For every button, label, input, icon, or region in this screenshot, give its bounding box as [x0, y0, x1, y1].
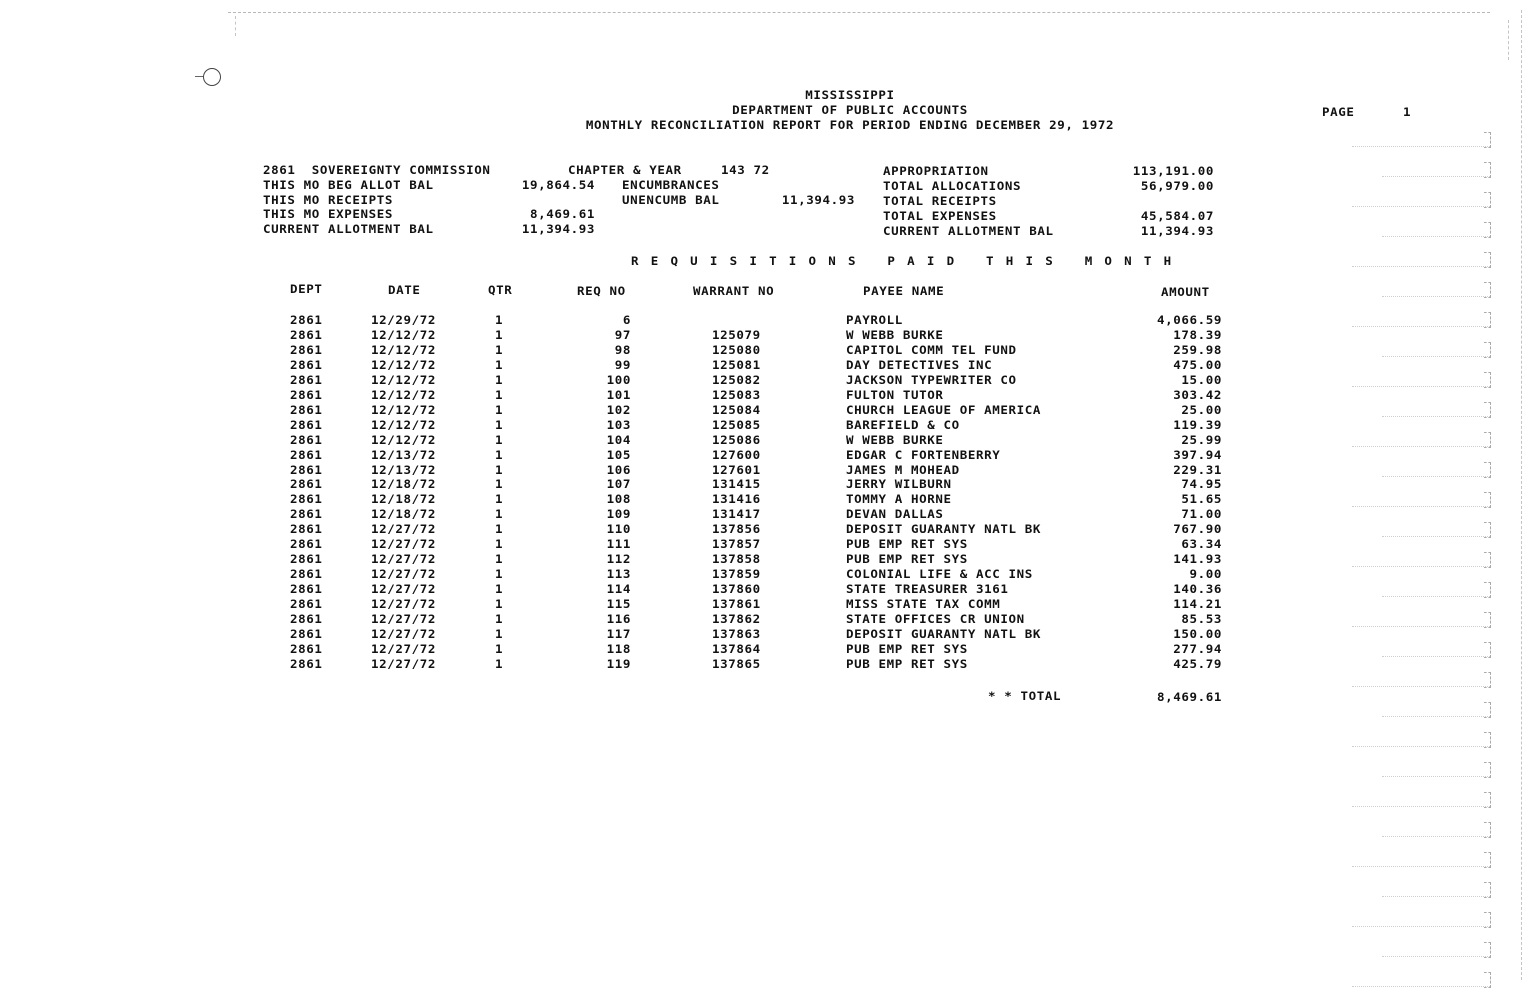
cell-req-no: 111 [606, 536, 631, 551]
cell-payee: PUB EMP RET SYS [846, 551, 968, 566]
cell-amount: 767.90 [1173, 521, 1222, 536]
cell-date: 12/18/72 [371, 506, 437, 521]
margin-dotted-line [1352, 986, 1490, 987]
cell-qtr: 1 [495, 626, 504, 641]
cell-dept: 2861 [290, 536, 323, 551]
cell-amount: 303.42 [1173, 387, 1222, 402]
cell-dept: 2861 [290, 581, 323, 596]
left-margin-mark [235, 16, 236, 36]
expenses-value: 8,469.61 [529, 206, 595, 221]
cell-qtr: 1 [495, 417, 504, 432]
cell-amount: 63.34 [1181, 536, 1222, 551]
cell-payee: JAMES M MOHEAD [846, 461, 960, 477]
margin-dotted-line [1352, 206, 1490, 207]
cell-dept: 2861 [290, 596, 323, 611]
cell-warrant-no: 137858 [712, 551, 761, 566]
margin-dotted-line [1352, 386, 1490, 387]
cell-payee: FULTON TUTOR [846, 387, 944, 402]
col-header-date: DATE [388, 282, 421, 297]
cell-qtr: 1 [495, 312, 504, 327]
cell-date: 12/29/72 [371, 312, 437, 327]
cell-dept: 2861 [290, 312, 323, 327]
cell-amount: 119.39 [1173, 417, 1222, 432]
cell-warrant-no: 137857 [712, 536, 761, 551]
cell-qtr: 1 [495, 461, 504, 477]
cell-req-no: 106 [606, 461, 631, 477]
cell-req-no: 117 [606, 626, 631, 641]
cell-qtr: 1 [495, 476, 504, 492]
cell-date: 12/12/72 [371, 372, 437, 387]
cell-payee: PUB EMP RET SYS [846, 656, 968, 671]
cell-req-no: 116 [606, 611, 631, 626]
margin-dotted-line [1352, 146, 1490, 147]
right-edge-line-2 [1508, 20, 1509, 60]
cell-warrant-no: 125083 [712, 387, 761, 402]
cell-date: 12/27/72 [371, 521, 437, 536]
page-number: 1 [1403, 104, 1412, 119]
cell-qtr: 1 [495, 536, 504, 551]
cell-amount: 259.98 [1173, 342, 1222, 357]
cell-dept: 2861 [290, 521, 323, 536]
margin-dotted-line [1382, 356, 1490, 357]
margin-dotted-line [1352, 866, 1490, 867]
cell-payee: STATE OFFICES CR UNION [846, 611, 1025, 626]
cell-date: 12/27/72 [371, 596, 437, 611]
cell-date: 12/13/72 [371, 461, 437, 477]
cell-req-no: 99 [614, 357, 631, 372]
cell-warrant-no: 137865 [712, 656, 761, 671]
cell-warrant-no: 125085 [712, 417, 761, 432]
cell-qtr: 1 [495, 551, 504, 566]
cell-dept: 2861 [290, 357, 323, 372]
cell-req-no: 101 [606, 387, 631, 402]
cell-payee: STATE TREASURER 3161 [846, 581, 1009, 596]
margin-dotted-line [1382, 896, 1490, 897]
total-label: * * TOTAL [988, 688, 1062, 703]
cell-qtr: 1 [495, 521, 504, 536]
cell-date: 12/27/72 [371, 626, 437, 641]
cell-date: 12/12/72 [371, 417, 437, 432]
cell-qtr: 1 [495, 357, 504, 372]
margin-dotted-line [1382, 416, 1490, 417]
cell-dept: 2861 [290, 566, 323, 581]
cell-req-no: 115 [606, 596, 631, 611]
cell-payee: JERRY WILBURN [846, 476, 952, 492]
total-expenses-value: 45,584.07 [1140, 208, 1214, 223]
punch-hole-icon [203, 68, 221, 86]
margin-dotted-line [1352, 266, 1490, 267]
cell-dept: 2861 [290, 446, 323, 462]
cell-date: 12/27/72 [371, 656, 437, 671]
cell-date: 12/12/72 [371, 357, 437, 372]
cell-amount: 140.36 [1173, 581, 1222, 596]
cell-req-no: 114 [606, 581, 631, 596]
cell-warrant-no: 127600 [712, 446, 761, 462]
cell-amount: 229.31 [1173, 461, 1222, 477]
cell-amount: 425.79 [1173, 656, 1222, 671]
cell-req-no: 104 [606, 431, 631, 447]
total-allocations-value: 56,979.00 [1140, 178, 1214, 193]
cell-qtr: 1 [495, 641, 504, 656]
cell-amount: 71.00 [1181, 506, 1222, 521]
cell-payee: PUB EMP RET SYS [846, 536, 968, 551]
agency-name: 2861 SOVEREIGNTY COMMISSION [263, 162, 491, 177]
cell-dept: 2861 [290, 431, 323, 447]
cell-dept: 2861 [290, 611, 323, 626]
margin-dotted-line [1382, 836, 1490, 837]
margin-dotted-line [1352, 926, 1490, 927]
margin-dotted-line [1352, 746, 1490, 747]
cell-qtr: 1 [495, 581, 504, 596]
cell-qtr: 1 [495, 372, 504, 387]
cell-req-no: 108 [606, 491, 631, 507]
cell-qtr: 1 [495, 611, 504, 626]
cell-date: 12/27/72 [371, 581, 437, 596]
report-title: MONTHLY RECONCILIATION REPORT FOR PERIOD ENDING DECEMBER 29, 1972 [585, 117, 1115, 132]
col-header-payee-name: PAYEE NAME [863, 283, 945, 298]
chapter-label: CHAPTER & YEAR [568, 162, 682, 177]
cell-dept: 2861 [290, 626, 323, 641]
cell-warrant-no: 125081 [712, 357, 761, 372]
margin-dotted-line [1352, 506, 1490, 507]
cell-payee: COLONIAL LIFE & ACC INS [846, 566, 1033, 581]
cell-date: 12/18/72 [371, 491, 437, 507]
cell-payee: W WEBB BURKE [846, 431, 944, 447]
right-current-allot-value: 11,394.93 [1140, 223, 1214, 238]
margin-dotted-line [1352, 806, 1490, 807]
margin-dotted-line [1352, 446, 1490, 447]
cell-dept: 2861 [290, 372, 323, 387]
cell-payee: DEPOSIT GUARANTY NATL BK [846, 521, 1042, 536]
cell-req-no: 107 [606, 476, 631, 492]
cell-qtr: 1 [495, 491, 504, 507]
margin-dotted-line [1382, 236, 1490, 237]
cell-qtr: 1 [495, 566, 504, 581]
cell-payee: CAPITOL COMM TEL FUND [846, 342, 1017, 357]
cell-date: 12/12/72 [371, 327, 437, 342]
cell-warrant-no: 125082 [712, 372, 761, 387]
cell-amount: 475.00 [1173, 357, 1222, 372]
cell-warrant-no: 125079 [712, 327, 761, 342]
cell-dept: 2861 [290, 491, 323, 507]
cell-warrant-no: 125084 [712, 402, 761, 417]
cell-qtr: 1 [495, 387, 504, 402]
cell-dept: 2861 [290, 551, 323, 566]
chapter-value: 143 72 [721, 162, 770, 177]
cell-payee: EDGAR C FORTENBERRY [846, 446, 1001, 462]
margin-dotted-line [1382, 956, 1490, 957]
cell-dept: 2861 [290, 641, 323, 656]
total-value: 8,469.61 [1156, 689, 1222, 704]
cell-req-no: 97 [614, 327, 631, 342]
cell-payee: JACKSON TYPEWRITER CO [846, 372, 1017, 387]
cell-qtr: 1 [495, 506, 504, 521]
cell-dept: 2861 [290, 387, 323, 402]
cell-dept: 2861 [290, 506, 323, 521]
margin-dotted-line [1352, 566, 1490, 567]
unencumb-bal-value: 11,394.93 [781, 192, 855, 207]
cell-qtr: 1 [495, 402, 504, 417]
margin-dotted-line [1352, 326, 1490, 327]
cell-amount: 141.93 [1173, 551, 1222, 566]
cell-date: 12/12/72 [371, 431, 437, 447]
cell-payee: TOMMY A HORNE [846, 491, 952, 507]
cell-warrant-no: 131417 [712, 506, 761, 521]
section-title: REQUISITIONS PAID THIS MONTH [631, 253, 1184, 268]
cell-amount: 25.99 [1181, 431, 1222, 447]
cell-amount: 4,066.59 [1156, 312, 1222, 327]
cell-dept: 2861 [290, 476, 323, 492]
cell-payee: PUB EMP RET SYS [846, 641, 968, 656]
margin-dotted-line [1382, 476, 1490, 477]
cell-req-no: 119 [606, 656, 631, 671]
cell-amount: 51.65 [1181, 491, 1222, 507]
margin-dotted-line [1352, 626, 1490, 627]
current-allot-bal-value: 11,394.93 [521, 221, 595, 236]
cell-dept: 2861 [290, 461, 323, 477]
cell-date: 12/27/72 [371, 566, 437, 581]
cell-payee: W WEBB BURKE [846, 327, 944, 342]
cell-date: 12/12/72 [371, 342, 437, 357]
expenses-label: THIS MO EXPENSES [263, 206, 394, 221]
cell-payee: PAYROLL [846, 312, 903, 327]
cell-qtr: 1 [495, 327, 504, 342]
cell-req-no: 109 [606, 506, 631, 521]
total-allocations-label: TOTAL ALLOCATIONS [883, 178, 1022, 193]
cell-date: 12/27/72 [371, 536, 437, 551]
cell-warrant-no: 125080 [712, 342, 761, 357]
appropriation-label: APPROPRIATION [883, 163, 989, 178]
beg-allot-bal-label: THIS MO BEG ALLOT BAL [263, 177, 434, 192]
cell-req-no: 98 [614, 342, 631, 357]
report-department: DEPARTMENT OF PUBLIC ACCOUNTS [732, 102, 968, 117]
margin-dotted-line [1382, 716, 1490, 717]
cell-warrant-no: 125086 [712, 431, 761, 447]
cell-date: 12/27/72 [371, 641, 437, 656]
total-receipts-label: TOTAL RECEIPTS [883, 193, 997, 208]
cell-warrant-no: 127601 [712, 461, 761, 477]
cell-payee: DEPOSIT GUARANTY NATL BK [846, 626, 1042, 641]
cell-warrant-no: 131415 [712, 476, 761, 492]
cell-warrant-no: 131416 [712, 491, 761, 507]
cell-warrant-no: 137859 [712, 566, 761, 581]
right-current-allot-label: CURRENT ALLOTMENT BAL [883, 223, 1054, 238]
cell-dept: 2861 [290, 417, 323, 432]
col-header-dept: DEPT [290, 281, 323, 296]
cell-amount: 397.94 [1173, 446, 1222, 462]
margin-dotted-line [1382, 656, 1490, 657]
cell-amount: 178.39 [1173, 327, 1222, 342]
cell-amount: 85.53 [1181, 611, 1222, 626]
encumbrances-label: ENCUMBRANCES [622, 177, 720, 192]
cell-date: 12/13/72 [371, 446, 437, 462]
cell-date: 12/12/72 [371, 387, 437, 402]
cell-warrant-no: 137856 [712, 521, 761, 536]
cell-dept: 2861 [290, 327, 323, 342]
cell-qtr: 1 [495, 596, 504, 611]
right-edge-line [1521, 10, 1522, 980]
cell-amount: 15.00 [1181, 372, 1222, 387]
cell-qtr: 1 [495, 656, 504, 671]
cell-req-no: 6 [622, 312, 631, 327]
cell-date: 12/27/72 [371, 611, 437, 626]
cell-date: 12/18/72 [371, 476, 437, 492]
unencumb-bal-label: UNENCUMB BAL [622, 192, 720, 207]
cell-payee: DAY DETECTIVES INC [846, 357, 993, 372]
cell-amount: 25.00 [1181, 402, 1222, 417]
col-header-req-no: REQ NO [577, 283, 626, 298]
receipts-label: THIS MO RECEIPTS [263, 192, 394, 207]
cell-qtr: 1 [495, 342, 504, 357]
cell-qtr: 1 [495, 446, 504, 462]
cell-payee: CHURCH LEAGUE OF AMERICA [846, 402, 1042, 417]
cell-req-no: 100 [606, 372, 631, 387]
cell-dept: 2861 [290, 656, 323, 671]
margin-dotted-line [1382, 536, 1490, 537]
total-expenses-label: TOTAL EXPENSES [883, 208, 997, 223]
cell-payee: BAREFIELD & CO [846, 417, 960, 432]
cell-amount: 74.95 [1181, 476, 1222, 492]
cell-req-no: 113 [606, 566, 631, 581]
cell-req-no: 105 [606, 446, 631, 462]
cell-dept: 2861 [290, 402, 323, 417]
cell-amount: 277.94 [1173, 641, 1222, 656]
cell-req-no: 118 [606, 641, 631, 656]
cell-warrant-no: 137863 [712, 626, 761, 641]
cell-req-no: 110 [606, 521, 631, 536]
cell-qtr: 1 [495, 431, 504, 447]
cell-req-no: 102 [606, 402, 631, 417]
col-header-amount: AMOUNT [1161, 284, 1210, 299]
margin-dotted-line [1352, 686, 1490, 687]
cell-dept: 2861 [290, 342, 323, 357]
margin-dotted-line [1382, 776, 1490, 777]
cell-amount: 150.00 [1173, 626, 1222, 641]
cell-warrant-no: 137860 [712, 581, 761, 596]
report-state: MISSISSIPPI [805, 87, 895, 102]
page-label: PAGE [1322, 104, 1355, 119]
cell-date: 12/27/72 [371, 551, 437, 566]
cell-warrant-no: 137862 [712, 611, 761, 626]
current-allot-bal-label: CURRENT ALLOTMENT BAL [263, 221, 434, 236]
cell-amount: 114.21 [1173, 596, 1222, 611]
margin-dotted-line [1382, 596, 1490, 597]
margin-dotted-line [1382, 176, 1490, 177]
beg-allot-bal-value: 19,864.54 [521, 177, 595, 192]
col-header-warrant-no: WARRANT NO [693, 283, 775, 298]
cell-warrant-no: 137861 [712, 596, 761, 611]
cell-date: 12/12/72 [371, 402, 437, 417]
appropriation-value: 113,191.00 [1132, 163, 1214, 178]
top-perforation-line [228, 12, 1490, 13]
cell-req-no: 112 [606, 551, 631, 566]
cell-payee: MISS STATE TAX COMM [846, 596, 1001, 611]
cell-amount: 9.00 [1189, 566, 1222, 581]
cell-req-no: 103 [606, 417, 631, 432]
col-header-qtr: QTR [488, 282, 513, 297]
cell-warrant-no: 137864 [712, 641, 761, 656]
cell-payee: DEVAN DALLAS [846, 506, 944, 521]
margin-dotted-line [1382, 296, 1490, 297]
